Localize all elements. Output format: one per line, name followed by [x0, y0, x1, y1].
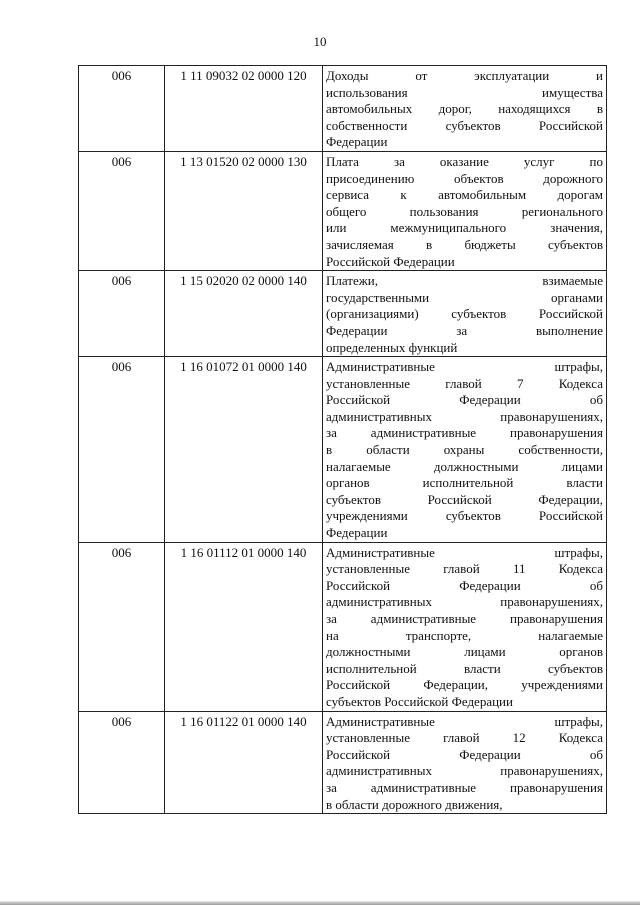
- description-line: в области охраны собственности,: [326, 442, 603, 458]
- description-line: органов исполнительной власти: [326, 475, 603, 491]
- description-line: Административные штрафы,: [326, 359, 603, 375]
- budget-classification-code-cell: 1 13 01520 02 0000 130: [165, 151, 323, 270]
- description-line: Российской Федерации: [326, 253, 455, 269]
- description-line: сервиса к автомобильным дорогам: [326, 187, 603, 203]
- description-line: Федерации за выполнение: [326, 322, 603, 338]
- description-line: исполнительной власти субъектов: [326, 660, 603, 676]
- admin-code-cell: 006: [79, 542, 165, 711]
- description-line: Федерации: [326, 525, 388, 541]
- description-line: государственными органами: [326, 289, 603, 305]
- description-line: Административные штрафы,: [326, 713, 603, 729]
- admin-code-cell: 006: [79, 711, 165, 814]
- description-line: за административные правонарушения: [326, 779, 603, 795]
- description-line: присоединению объектов дорожного: [326, 170, 603, 186]
- description-line: учреждениями субъектов Российской: [326, 508, 603, 524]
- description-line: собственности субъектов Российской: [326, 117, 603, 133]
- scan-edge: [0, 901, 640, 905]
- description-line: на транспорте, налагаемые: [326, 627, 603, 643]
- description-line: зачисляемая в бюджеты субъектов: [326, 236, 603, 252]
- description-line: установленные главой 12 Кодекса: [326, 730, 603, 746]
- admin-code-cell: 006: [79, 271, 165, 357]
- description-line: Административные штрафы,: [326, 544, 603, 560]
- revenue-description-cell: [323, 357, 607, 543]
- table-row: [79, 711, 607, 814]
- revenue-description-cell: [323, 66, 607, 152]
- description-line: за административные правонарушения: [326, 611, 603, 626]
- table-row: [79, 151, 607, 270]
- budget-classification-code-cell: 1 16 01112 01 0000 140: [165, 542, 323, 711]
- page-number: 10: [313, 34, 327, 49]
- description-line: должностными лицами органов: [326, 644, 603, 660]
- revenue-description-cell: [323, 271, 607, 357]
- table-row: [79, 271, 607, 357]
- description-line: определенных функций: [326, 339, 458, 355]
- description-line: субъектов Российской Федерации,: [326, 491, 603, 507]
- description-line: Российской Федерации, учреждениями: [326, 677, 603, 693]
- description-line: автомобильных дорог, находящихся в: [326, 101, 603, 117]
- table-body: [79, 66, 607, 814]
- budget-classification-code-cell: 1 16 01072 01 0000 140: [165, 357, 323, 543]
- description-line: (организациями) субъектов Российской: [326, 306, 603, 322]
- description-line: Российской Федерации об: [326, 392, 603, 408]
- description-line: за административные правонарушения: [326, 425, 603, 441]
- table-row: [79, 66, 607, 152]
- revenue-description-cell: [323, 711, 607, 814]
- budget-classification-code-cell: 1 15 02020 02 0000 140: [165, 271, 323, 357]
- revenue-codes-table: [78, 65, 607, 814]
- admin-code-cell: 006: [79, 66, 165, 152]
- revenue-description-cell: [323, 151, 607, 270]
- table-row: [79, 542, 607, 711]
- description-line: Платежи, взимаемые: [326, 273, 603, 289]
- description-line: Федерации: [326, 134, 388, 150]
- description-line: или межмуниципального значения,: [326, 220, 603, 236]
- description-line: в области дорожного движения,: [326, 796, 503, 812]
- description-line: налагаемые должностными лицами: [326, 458, 603, 474]
- description-line: установленные главой 11 Кодекса: [326, 561, 603, 577]
- description-line: использования имущества: [326, 84, 603, 100]
- revenue-description-cell: [323, 542, 607, 711]
- description-line: административных правонарушениях,: [326, 408, 603, 424]
- description-line: установленные главой 7 Кодекса: [326, 375, 603, 391]
- description-line: общего пользования регионального: [326, 203, 603, 219]
- admin-code-cell: 006: [79, 151, 165, 270]
- budget-classification-code-cell: 1 11 09032 02 0000 120: [165, 66, 323, 152]
- description-line: Российской Федерации об: [326, 746, 603, 762]
- description-line: административных правонарушениях,: [326, 763, 603, 779]
- description-line: Доходы от эксплуатации и: [326, 68, 603, 83]
- description-line: административных правонарушениях,: [326, 594, 603, 610]
- description-line: субъектов Российской Федерации: [326, 693, 513, 709]
- admin-code-cell: 006: [79, 357, 165, 543]
- budget-classification-code-cell: 1 16 01122 01 0000 140: [165, 711, 323, 814]
- description-line: Плата за оказание услуг по: [326, 153, 603, 169]
- description-line: Российской Федерации об: [326, 577, 603, 593]
- table-row: [79, 357, 607, 543]
